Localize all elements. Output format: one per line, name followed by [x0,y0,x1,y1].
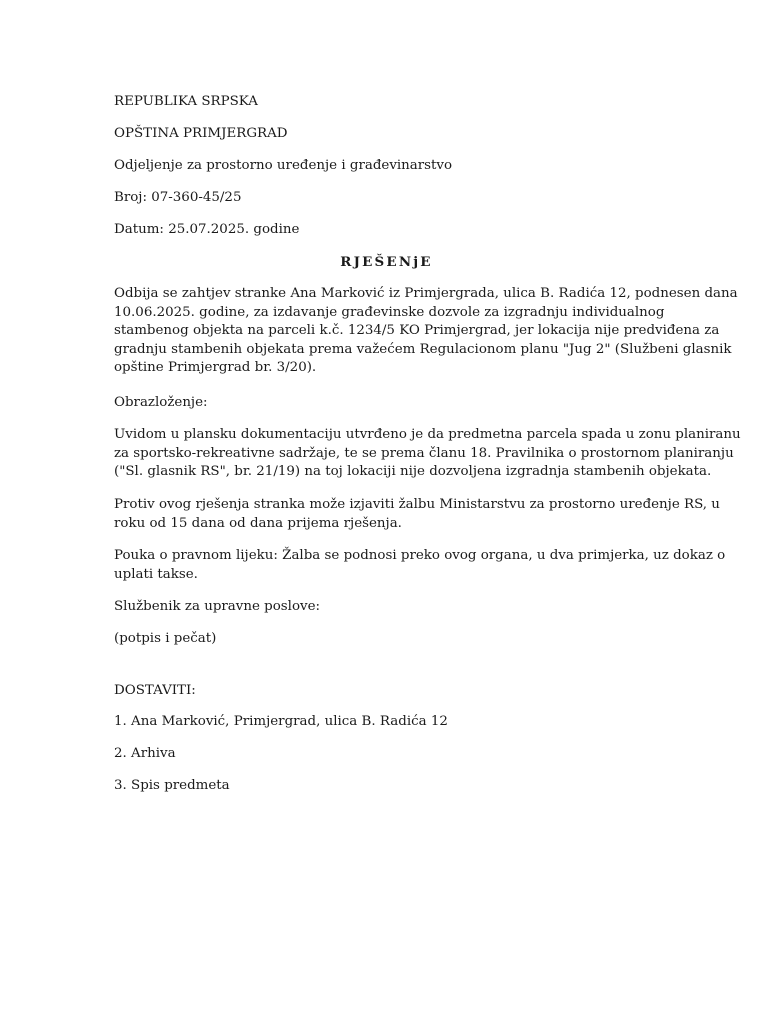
recipient-item: 1. Ana Marković, Primjergrad, ulica B. Radića 12 [114,714,448,729]
document-number: Broj: 07-360-45/25 [114,190,242,205]
decision-line: Odbija se zahtjev stranke Ana Marković iz Primjergrada, ulica B. Radića 12, podnesen dana [114,286,738,301]
reasoning-line: Uvidom u plansku dokumentaciju utvrđeno je da predmetna parcela spada u zonu planiranu [114,427,741,442]
signature-placeholder: (potpis i pečat) [114,631,217,646]
document-title: RJEŠENjE [340,254,433,270]
department-heading: Odjeljenje za prostorno uređenje i građevinarstvo [114,158,453,173]
deliver-label: DOSTAVITI: [114,683,196,698]
decision-line: stambenog objekta na parceli k.č. 1234/5 KO Primjergrad, jer lokacija nije predviđena za [114,323,720,338]
republic-heading: REPUBLIKA SRPSKA [114,94,258,109]
legal-remedy-line: uplati takse. [114,566,198,582]
municipality-heading: OPŠTINA PRIMJERGRAD [114,126,288,141]
appeal-line: roku od 15 dana od dana prijema rješenja. [114,515,402,531]
officer-label: Službenik za upravne poslove: [114,599,321,614]
reasoning-line: za sportsko-rekreativne sadržaje, te se prema članu 18. Pravilnika o prostornom planiranju [114,445,734,461]
decision-line: 10.06.2025. godine, za izdavanje građevinske dozvole za izgradnju individualnog [114,304,665,320]
reasoning-paragraph [114,426,741,482]
decision-line: gradnju stambenih objekata prema važećem Regulacionom planu "Jug 2" (Službeni glasnik [114,341,732,357]
legal-remedy-line: Pouka o pravnom lijeku: Žalba se podnosi preko ovog organa, u dva primjerka, uz dokaz o [114,548,726,563]
legal-remedy-paragraph [114,547,726,584]
appeal-paragraph [114,496,720,533]
appeal-line: Protiv ovog rješenja stranka može izjaviti žalbu Ministarstvu za prostorno uređenje RS, u [114,497,720,512]
document-date: Datum: 25.07.2025. godine [114,222,300,237]
recipient-item: 2. Arhiva [114,746,176,761]
decision-paragraph [114,285,738,378]
reasoning-label: Obrazloženje: [114,395,208,410]
recipient-item: 3. Spis predmeta [114,778,230,793]
reasoning-line: ("Sl. glasnik RS", br. 21/19) na toj lokaciji nije dozvoljena izgradnja stambenih objekata. [114,464,712,479]
decision-line: opštine Primjergrad br. 3/20). [114,360,317,375]
